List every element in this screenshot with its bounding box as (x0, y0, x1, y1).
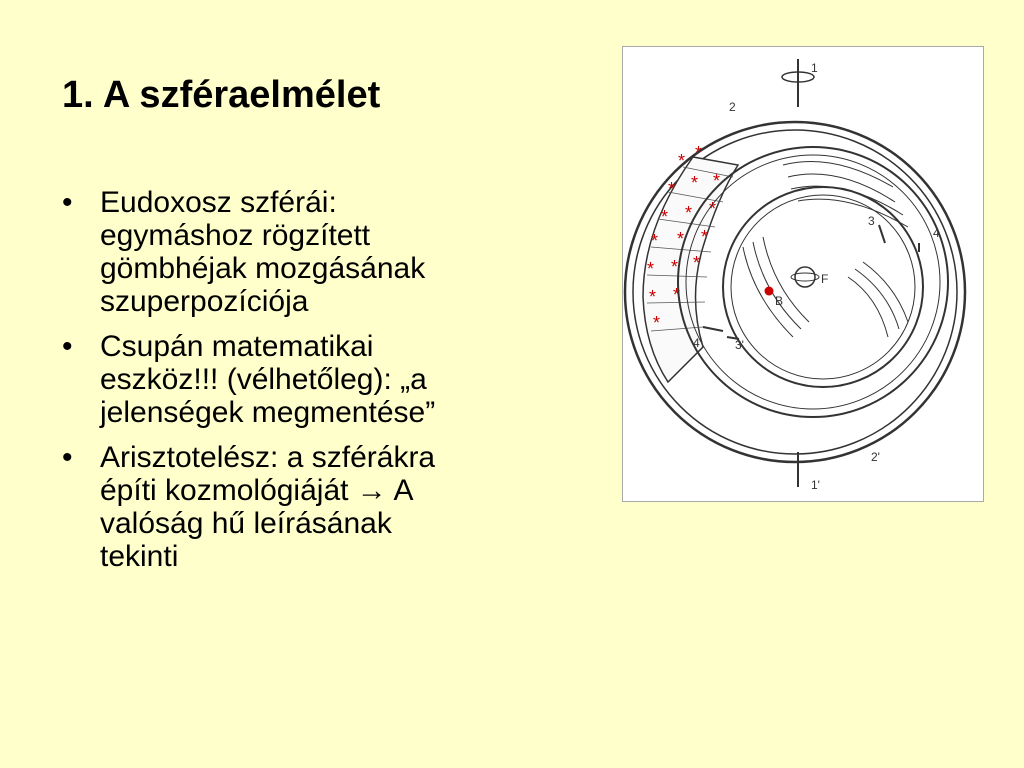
bullet-marker: • (62, 441, 73, 474)
bullet-marker: • (62, 186, 73, 219)
bullet-line: Eudoxosz szférái: (100, 186, 337, 219)
svg-text:*: * (678, 151, 686, 171)
svg-text:*: * (671, 257, 679, 277)
bullet-line: szuperpozíciója (100, 285, 309, 318)
svg-text:*: * (693, 253, 701, 273)
spheres-drawing (623, 47, 983, 501)
label-4-prime: 4' (693, 336, 702, 350)
svg-text:*: * (649, 287, 657, 307)
label-1-prime: 1' (811, 478, 820, 492)
svg-text:*: * (668, 179, 676, 199)
bullet-list (58, 186, 578, 585)
svg-text:*: * (701, 227, 709, 247)
eudoxus-spheres-diagram (622, 46, 984, 502)
label-4: 4 (933, 226, 940, 240)
label-2-prime: 2' (871, 450, 880, 464)
bullet-line: Csupán matematikai (100, 330, 374, 363)
svg-text:*: * (647, 259, 655, 279)
bullet-line: valóság hű leírásának (100, 507, 392, 540)
svg-text:*: * (685, 203, 693, 223)
svg-text:*: * (709, 199, 717, 219)
label-2: 2 (729, 100, 736, 114)
bullet-line: tekinti (100, 540, 179, 573)
label-3-prime: 3' (735, 338, 744, 352)
svg-text:*: * (695, 143, 703, 163)
planet-dot-icon (765, 287, 774, 296)
earth-icon (795, 267, 815, 287)
sphere-3 (723, 187, 923, 387)
label-B: B (775, 294, 784, 308)
sphere-3-inner-edge (731, 195, 915, 379)
svg-text:*: * (661, 207, 669, 227)
bullet-item (58, 186, 578, 318)
svg-text:*: * (677, 229, 685, 249)
bullet-line: egymáshoz rögzített (100, 219, 371, 252)
bullet-marker: • (62, 330, 73, 363)
bullet-line: gömbhéjak mozgásának (100, 252, 426, 285)
svg-text:*: * (673, 285, 681, 305)
bullet-line: jelenségek megmentése” (100, 396, 436, 429)
slide-title: 1. A szféraelmélet (62, 74, 381, 116)
bullet-item (58, 330, 578, 429)
bullet-item (58, 441, 578, 573)
label-3: 3 (868, 214, 875, 228)
svg-text:*: * (691, 173, 699, 193)
bullet-line: eszköz!!! (vélhetőleg): „a (100, 363, 427, 396)
svg-text:*: * (653, 313, 661, 333)
label-1: 1 (811, 61, 818, 75)
svg-text:*: * (713, 171, 721, 191)
svg-text:*: * (651, 231, 659, 251)
bullet-line: Arisztotelész: a szférákra (100, 441, 436, 474)
bullet-line: építi kozmológiáját → A (100, 474, 414, 507)
label-F: F (821, 272, 829, 286)
